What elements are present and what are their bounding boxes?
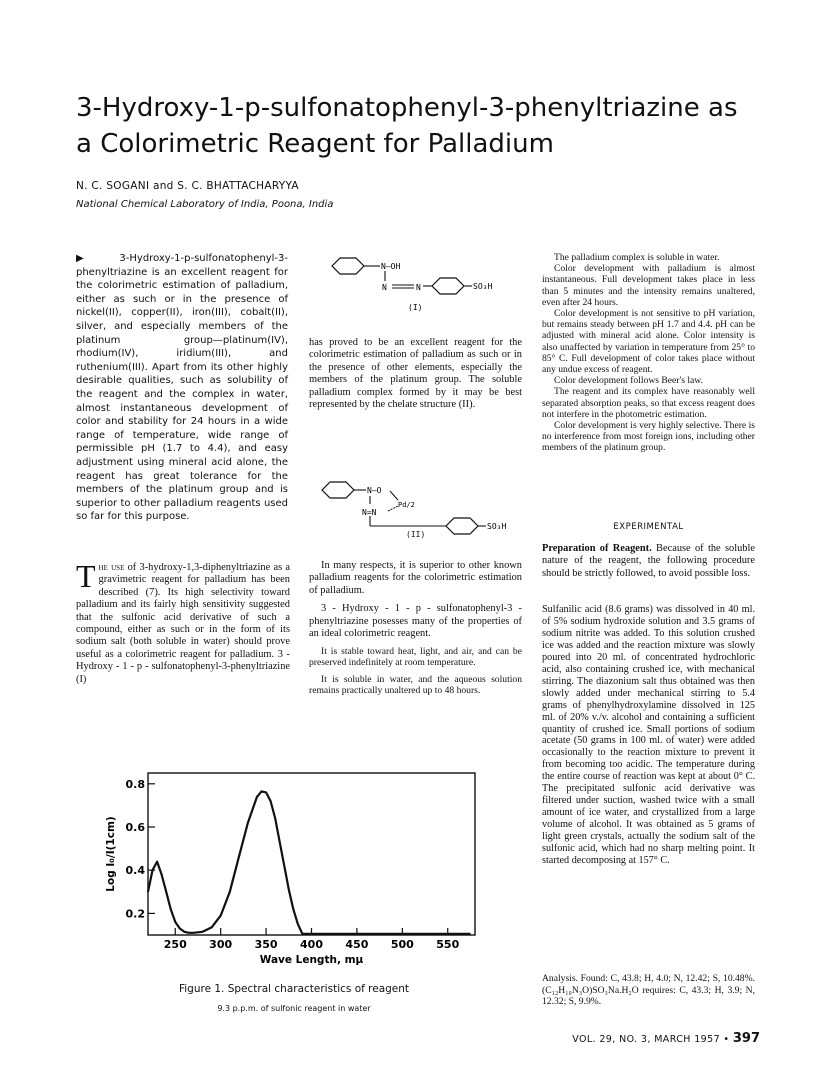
- x-tick-label: 500: [390, 938, 414, 951]
- abstract: ▶3-Hydroxy-1-p-sulfonatophenyl-3-phenyltriazine is an excellent reagent for the colorimetric estimation of palladium, either as such or in the presence of nickel(II), copper(II), iron(III), cobalt(II), silver, and especially members of the platinum group—platinum(IV), rhodium(IV), iridium(III), and ruthenium(III). Apart from its other highly desirable qualities, such as solubility of the reagent and the complex in water, almost instantaneous development of color and stability for 24 hours in a wide range of temperature, wide range of permissible pH (1.7 to 4.4), and easy adjustment using mineral acid alone, the reagent has great tolerance for the members of the platinum group and is superior to other palladium reagents used so far for this purpose.: [76, 253, 288, 523]
- y-tick-label: 0.4: [125, 864, 145, 878]
- figure-caption: Figure 1. Spectral characteristics of reagent: [178, 983, 410, 995]
- col3-paragraph-3: Color development is not sensitive to pH variation, but remains steady between pH 1.7 and 4.4. pH can be adjusted with mineral acid alone. Color intensity is also unaffected by variation in temperature from 25° to 85° C. Full development of color takes place without any undue excess of reagent.: [542, 308, 755, 376]
- col3-paragraph-4: Color development follows Beer's law.: [554, 375, 703, 387]
- plot-frame: [148, 773, 475, 935]
- col3-paragraph-6: Color development is very highly selective. There is no interference from most foreign ions, including other members of the platinum group.: [542, 420, 755, 454]
- intro-lead: he use: [98, 562, 125, 573]
- structure-II-label: (II): [406, 530, 426, 539]
- prep-heading: Preparation of Reagent.: [542, 543, 652, 554]
- x-tick-label: 300: [209, 938, 233, 951]
- x-tick-label: 450: [345, 938, 369, 951]
- structure-I-oh: N—OH: [381, 262, 401, 271]
- experimental-heading: EXPERIMENTAL: [613, 522, 684, 532]
- col2-top-paragraph: has proved to be an excellent reagent for the colorimetric estimation of palladium as such or in the presence of other elements, especially the members of the platinum group. The soluble palladium complex formed by it may be best represented by the chelate structure (II).: [309, 337, 522, 411]
- x-tick-label: 350: [254, 938, 278, 951]
- affiliation: National Chemical Laboratory of India, Poona, India: [76, 199, 334, 210]
- col2-paragraph-2: 3 - Hydroxy - 1 - p - sulfonatophenyl-3 - phenyltriazine posesses many of the properties of an ideal colorimetric reagent.: [309, 603, 522, 640]
- authors: N. C. SOGANI and S. C. BHATTACHARYYA: [76, 180, 299, 192]
- structure-II-no: N—O: [367, 486, 382, 495]
- synthesis-paragraph: Sulfanilic acid (8.6 grams) was dissolved in 40 ml. of 5% sodium hydroxide solution and 3.5 grams of sodium nitrite was added. To this solution crushed ice was added and the reaction mixture was slowly poured into 20 ml. of concentrated hydrochloric acid, also containing crushed ice, with mechanical stirring. The diazonium salt thus obtained was then slowly added under mechanical stirring to 5.4 grams of phenylhydroxylamine dissolved in 125 ml. of 20% v./v. alcohol and containing a sufficient quantity of crushed ice. Small portions of sodium acetate (50 grams in 100 ml. of water) were added occasionally to the reaction mixture to prevent it from becoming too acidic. The temperature during the entire course of reaction was kept at about 0° C. The precipitated sulfonic acid derivative was filtered under suction, washed twice with a small amount of ice water, and crystallized from a large volume of alcohol. It was obtained as 5 grams of light green crystals, actually the sodium salt of the sulfonic acid, which had no sharp melting point. It started decomposing at 157° C.: [542, 604, 755, 867]
- figure-1-chart: [90, 765, 510, 975]
- page-footer: [540, 1031, 760, 1046]
- col3-paragraph-5: The reagent and its complex have reasonably well separated absorption peaks, so that excess reagent does not interfere in the photometric estimation.: [542, 386, 755, 420]
- col3-paragraph-2: Color development with palladium is almost instantaneous. Full development takes place in less than 5 minutes and the intensity remains unaltered, even after 24 hours.: [542, 263, 755, 308]
- y-axis-label: Log I₀/I(1cm): [105, 816, 117, 892]
- col3-paragraph-1: The palladium complex is soluble in water.: [554, 252, 720, 263]
- paper-title: [76, 90, 776, 162]
- figure-subcaption: 9.3 p.p.m. of sulfonic reagent in water: [217, 1004, 371, 1013]
- intro-text: of 3-hydroxy-1,3-diphenyltriazine as a gravimetric reagent for palladium has been described (7). Its high selectivity toward palladium and its fairly high sensitivity suggested that the sulfonic acid derivative of such a compound, either as such or in the form of its sodium salt (both soluble in water) should prove useful as a colorimetric reagent for palladium. 3 - Hydroxy - 1 - p - sulfonatophenyl-3-phenyltriazine (I): [76, 562, 290, 685]
- structure-II-pd: Pd/2: [398, 501, 415, 509]
- structure-I-n2: N: [416, 283, 421, 292]
- y-tick-label: 0.6: [125, 821, 145, 834]
- prep-text: Because of the soluble nature of the reagent, the following procedure should be strictly followed, to avoid possible loss.: [542, 543, 755, 579]
- footer-citation: VOL. 29, NO. 3, MARCH 1957 •: [572, 1034, 733, 1045]
- structure-II-nn: N=N: [362, 508, 377, 517]
- col2-paragraph-1: In many respects, it is superior to other known palladium reagents for the colorimetric estimation of palladium.: [309, 560, 522, 596]
- col2-paragraph-3: It is stable toward heat, light, and air, and can be preserved indefinitely at room temperature.: [309, 646, 522, 669]
- structure-I-so3h: SO₃H: [473, 282, 493, 291]
- structure-I-diagram: [322, 248, 522, 328]
- y-tick-label: 0.8: [125, 777, 145, 791]
- x-axis-label: Wave Length, mμ: [259, 954, 364, 966]
- title-line-2: a Colorimetric Reagent for Palladium: [76, 129, 554, 159]
- col2-bottom: [309, 560, 522, 702]
- analysis-paragraph: Analysis. Found: C, 43.8; H, 4.0; N, 12.42; S, 10.48%. (C₁₂H₁₀N₃O)SO₃Na.H₂O requires: C, 43.3; H, 3.9; N, 12.32; S, 9.9%.: [542, 973, 755, 1008]
- title-line-1: 3-Hydroxy-1-p-sulfonatophenyl-3-phenyltriazine as: [76, 93, 738, 123]
- y-tick-label: 0.2: [125, 907, 145, 921]
- intro-paragraph: [76, 558, 290, 686]
- x-tick-label: 250: [163, 938, 187, 951]
- structure-I-n1: N: [382, 283, 387, 292]
- x-tick-label: 550: [436, 938, 460, 951]
- absorption-curve: [148, 791, 471, 934]
- structure-I-label: (I): [408, 303, 423, 312]
- prep-paragraph: [542, 543, 755, 580]
- structure-II-so3h: SO₃H: [487, 522, 507, 531]
- x-tick-label: 400: [300, 938, 323, 951]
- col2-paragraph-4: It is soluble in water, and the aqueous solution remains practically unaltered up to 48 hours.: [309, 674, 522, 697]
- col3-top: [542, 252, 755, 454]
- page-number: 397: [732, 1031, 760, 1046]
- drop-cap: T: [76, 558, 96, 594]
